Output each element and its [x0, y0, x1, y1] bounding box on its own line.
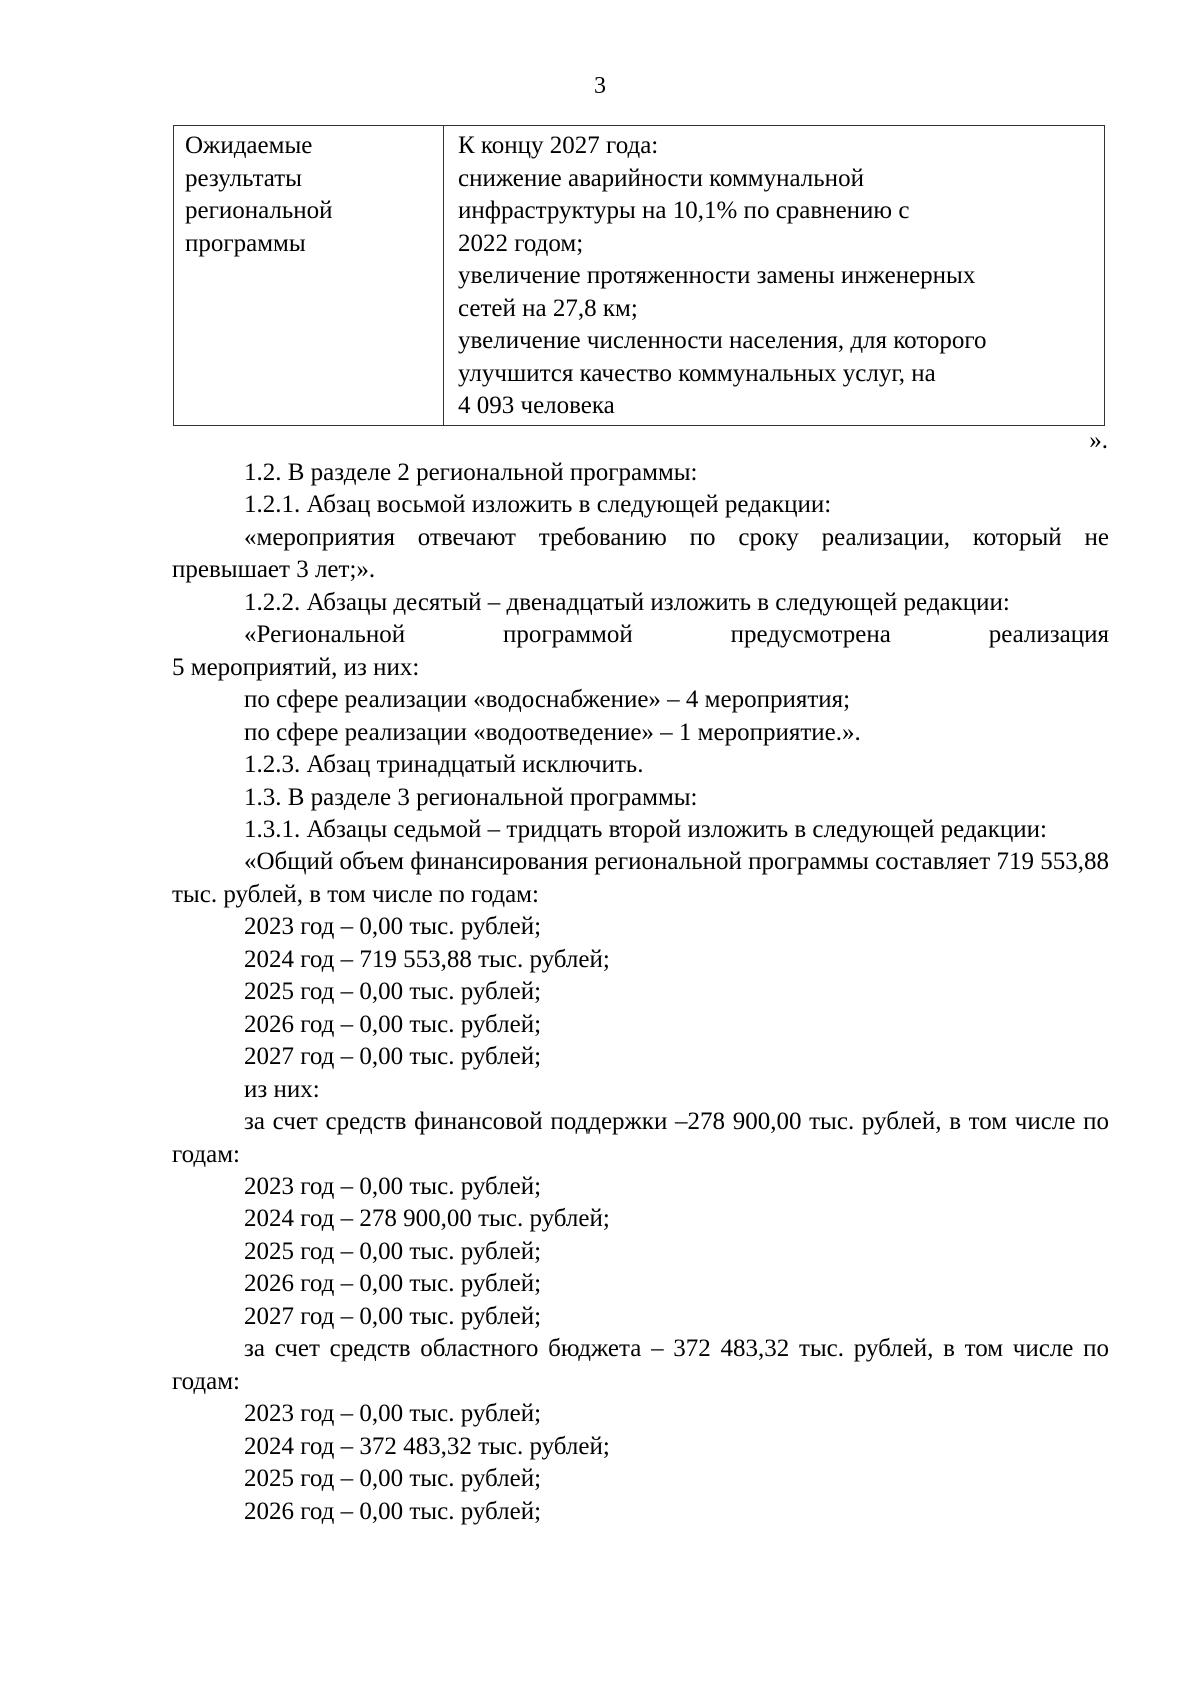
value-line: К концу 2027 года: [458, 132, 659, 159]
paragraph: из них: [244, 1075, 320, 1103]
value-line: инфраструктуры на 10,1% по сравнению с [458, 197, 910, 224]
paragraph: «мероприятия отвечают требованию по сроку реализации, который не превышает 3 лет;». [172, 523, 1109, 584]
paragraph: 2024 год – 278 900,00 тыс. рублей; [244, 1205, 610, 1233]
paragraph: 1.2.2. Абзацы десятый – двенадцатый изложить в следующей редакции: [244, 588, 1010, 616]
value-line: снижение аварийности коммунальной [458, 164, 864, 192]
label-line: результаты [185, 164, 302, 192]
label-line: региональной [185, 197, 333, 224]
value-line: 4 093 человека [458, 392, 615, 419]
paragraph: 2026 год – 0,00 тыс. рублей; [244, 1270, 542, 1298]
paragraph: 1.3. В разделе 3 региональной программы: [244, 783, 698, 811]
paragraph: по сфере реализации «водоотведение» – 1 мероприятие.». [244, 718, 861, 746]
label-line: программы [185, 229, 306, 257]
paragraph: 2027 год – 0,00 тыс. рублей; [244, 1302, 542, 1330]
value-line: 2022 годом; [458, 229, 584, 257]
row-label-cell [174, 126, 444, 426]
paragraph: 2023 год – 0,00 тыс. рублей; [244, 1172, 542, 1200]
paragraph: 1.2.3. Абзац тринадцатый исключить. [244, 751, 644, 779]
paragraph: 2025 год – 0,00 тыс. рублей; [244, 1465, 542, 1493]
paragraph: 2024 год – 719 553,88 тыс. рублей; [244, 945, 610, 973]
paragraph: 2025 год – 0,00 тыс. рублей; [244, 1237, 542, 1265]
expected-results-table [173, 125, 1105, 426]
paragraph: 2023 год – 0,00 тыс. рублей; [244, 913, 542, 941]
value-line: улучшится качество коммунальных услуг, на [458, 359, 936, 387]
page-number: 3 [594, 73, 606, 99]
paragraph: 1.2.1. Абзац восьмой изложить в следующей редакции: [244, 491, 832, 519]
closing-quote: ». [1089, 427, 1108, 454]
paragraph: за счет средств областного бюджета – 372 483,32 тыс. рублей, в том числе по годам: [172, 1335, 1109, 1395]
paragraph: 5 мероприятий, из них: [172, 653, 420, 681]
value-line: увеличение численности населения, для которого [458, 327, 987, 354]
paragraph: 2027 год – 0,00 тыс. рублей; [244, 1043, 542, 1071]
paragraph: 1.2. В разделе 2 региональной программы: [244, 459, 698, 486]
paragraph: 2026 год – 0,00 тыс. рублей; [244, 1497, 542, 1525]
value-line: сетей на 27,8 км; [458, 294, 638, 322]
paragraph: 2025 год – 0,00 тыс. рублей; [244, 978, 542, 1006]
paragraph: «Общий объем финансирования региональной программы составляет 719 553,88 тыс. рублей, в том числе по годам: [172, 848, 1109, 908]
paragraph: 2026 год – 0,00 тыс. рублей; [244, 1010, 542, 1038]
label-line: Ожидаемые [185, 132, 313, 159]
paragraph: 2023 год – 0,00 тыс. рублей; [244, 1400, 542, 1428]
paragraph: по сфере реализации «водоснабжение» – 4 мероприятия; [244, 686, 851, 714]
value-line: увеличение протяженности замены инженерных [458, 262, 976, 289]
paragraph: 2024 год – 372 483,32 тыс. рублей; [244, 1432, 610, 1460]
paragraph: за счет средств финансовой поддержки –278 900,00 тыс. рублей, в том числе по годам: [172, 1108, 1109, 1168]
row-value-cell [444, 126, 1105, 426]
table-row [174, 126, 1105, 426]
paragraph: 1.3.1. Абзацы седьмой – тридцать второй изложить в следующей редакции: [244, 815, 1047, 843]
document-body [172, 457, 1109, 1528]
paragraph: «Региональной программой предусмотрена реализация [244, 621, 1109, 649]
